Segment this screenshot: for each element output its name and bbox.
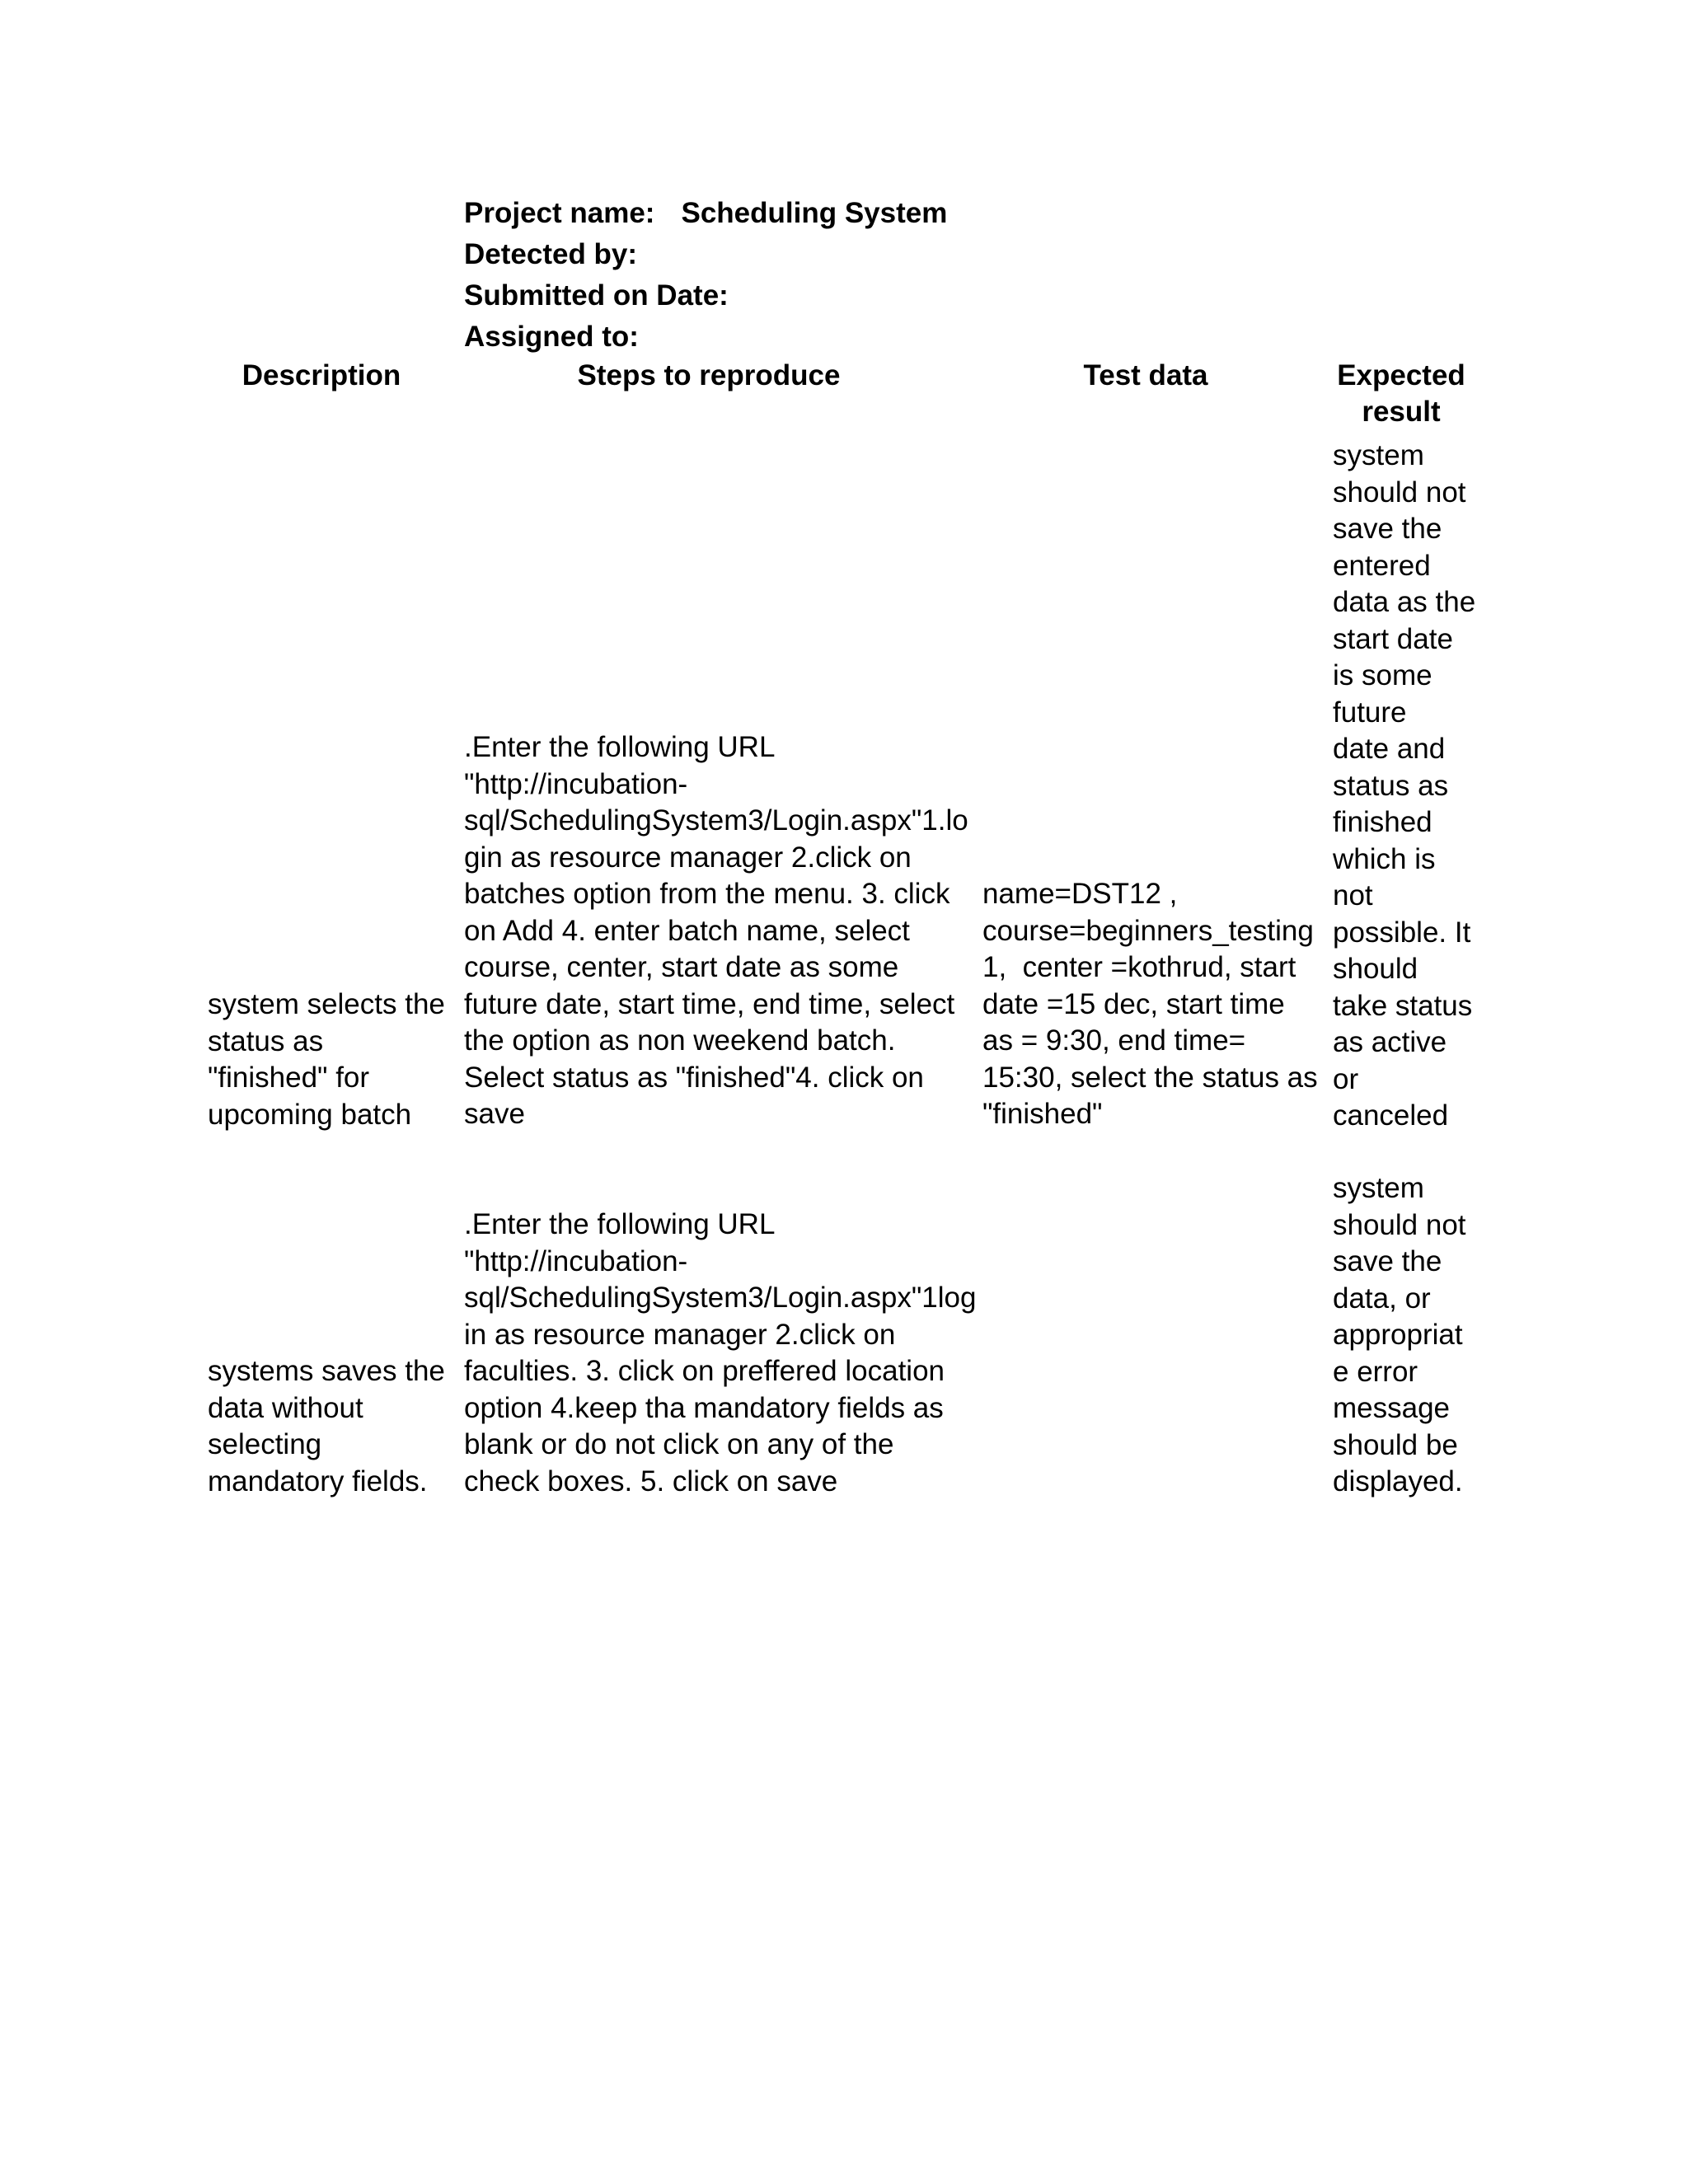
row-2-expected-result: system should not save the data, or appropriat e error message should be displayed. xyxy=(1333,1172,1466,1497)
row-1-expected-result: system should not save the entered data as the start date is some future date and status as finished which is not possible. It should take status as active or canceled xyxy=(1333,439,1476,1132)
column-header-description: Description xyxy=(241,359,401,391)
column-header-expected-result: Expected result xyxy=(1337,359,1465,428)
project-name-line xyxy=(464,193,947,234)
detected-by-label: Detected by: xyxy=(464,238,638,270)
row-1-test-data: name=DST12 , course=beginners_testing 1, center =kothrud, start date =15 dec, start time as = 9:30, end time= 15:30, select the status as "finished" xyxy=(982,878,1318,1130)
row-2-description: systems saves the data without selecting mandatory fields. xyxy=(208,1355,445,1497)
project-name-value: Scheduling System xyxy=(681,197,948,229)
row-1-description: system selects the status as "finished" for upcoming batch xyxy=(208,988,445,1131)
submitted-on-date-label: Submitted on Date: xyxy=(464,279,729,312)
row-2-steps: .Enter the following URL "http://incubation- sql/SchedulingSystem3/Login.aspx"1log in as resource manager 2.click on faculties. 3. click on preffered location option 4.keep tha mandatory fields as blank or do not click on any of the check boxes. 5. click on save xyxy=(464,1208,977,1497)
assigned-to-label: Assigned to: xyxy=(464,321,639,353)
project-name-label: Project name: xyxy=(464,197,655,229)
column-header-test-data: Test data xyxy=(1083,359,1208,391)
row-1-steps: .Enter the following URL "http://incubation- sql/SchedulingSystem3/Login.aspx"1.lo gin as resource manager 2.click on batches option from the menu. 3. click on Add 4. enter batch name, select course, center, start date as some future date, start time, end time, select the option as non weekend batch. Select status as "finished"4. click on save xyxy=(464,731,968,1130)
column-header-steps: Steps to reproduce xyxy=(577,359,841,391)
